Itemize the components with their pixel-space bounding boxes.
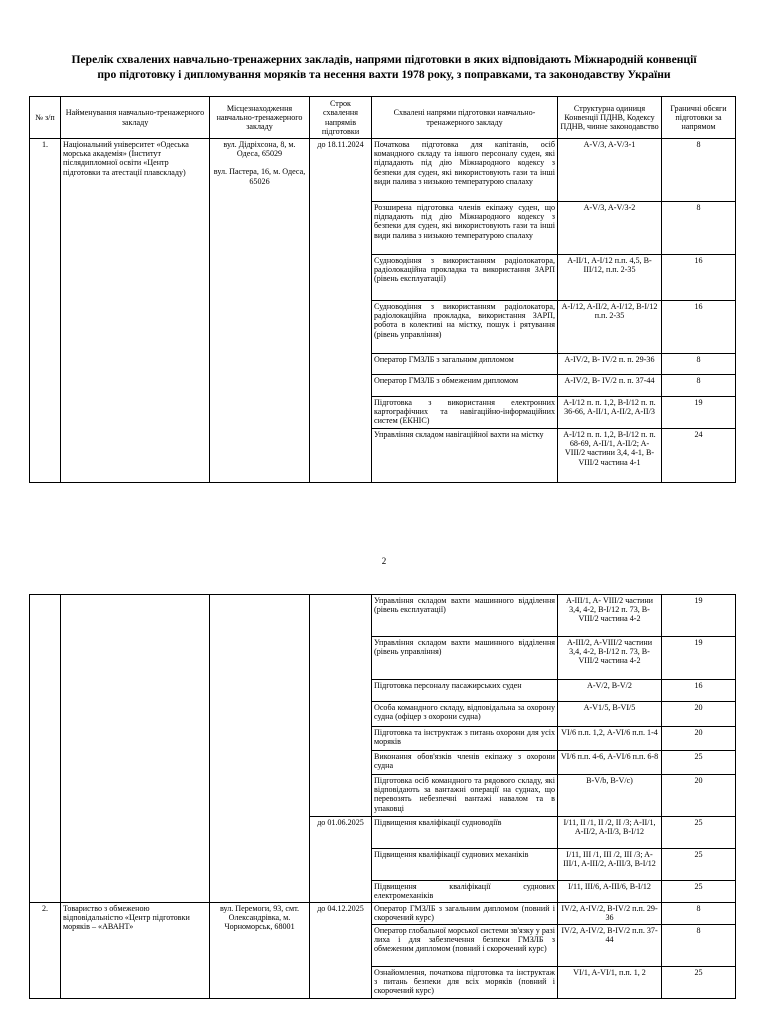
- header-name: Найменування навчально-тренажерного закладу: [61, 97, 210, 139]
- title-line-1: Перелік схвалених навчально-тренажерних закладів, напрями підготовки в яких відповідають Міжнародній конвенції: [71, 53, 697, 66]
- limit: 8: [662, 925, 736, 967]
- convention-unit: A-III/1, A- VIII/2 частини 3,4, 4-2, B-I/12 п. 73, B-VIII/2 частина 4-2: [558, 595, 662, 637]
- direction: Підвищення кваліфікації судноводіїв: [372, 817, 558, 849]
- convention-unit: A-I/12 п. п. 1,2, B-I/12 п. п. 68-69, A-II/1, A-II/2; A- VIII/2 частини 3,4, 4-1, B-VIII/2 частина 4-1: [558, 429, 662, 483]
- header-limit: Граничні обсяги підготовки за напрямом: [662, 97, 736, 139]
- direction: Розширена підготовка членів екіпажу суден, що підпадають під дію Міжнародного кодексу з безпеки для суден, які використовують гази та інші види палива з низькою температурою спалаху: [372, 202, 558, 255]
- direction: Оператор глобальної морської системи зв'язку у разі лиха і для забезпечення безпеки ГМЗЛБ з обмеженим дипломом (повний і скорочений курс): [372, 925, 558, 967]
- header-location: Місцезнаходження навчально-тренажерного закладу: [210, 97, 310, 139]
- convention-unit: A-III/2, A-VIII/2 частини 3,4, 4-2, B-I/12 п. 73, B-VIII/2 частина 4-2: [558, 637, 662, 680]
- inst1-num-cont: [30, 595, 61, 903]
- inst1-term-cont: [310, 595, 372, 817]
- convention-unit: VI/6 п.п. 1,2, A-VI/6 п.п. 1-4: [558, 727, 662, 751]
- direction: Початкова підготовка для капітанів, осіб командного складу та іншого персоналу суден, які підпадають під дію Міжнародного кодексу з безпеки для суден, які використовують гази та інші види палива з низькою температурою спалаху: [372, 139, 558, 202]
- table-row: [30, 595, 736, 637]
- inst2-name: Товариство з обмеженою відповідальністю «Центр підготовки моряків – «АВАНТ»: [61, 903, 210, 999]
- document-title: [20, 52, 748, 82]
- inst1-address-cont: [210, 595, 310, 903]
- limit: 16: [662, 680, 736, 702]
- limit: 16: [662, 255, 736, 301]
- limit: 20: [662, 775, 736, 817]
- direction: Судноводіння з використанням радіолокатора, радіолокаційна прокладка, використання ЗАРП, робота в колективі на містку, пошук і рятування (рівень управління): [372, 301, 558, 354]
- convention-unit: A-IV/2, B- IV/2 п. п. 29-36: [558, 354, 662, 375]
- table-row: [30, 139, 736, 202]
- direction: Підготовка персоналу пасажирських суден: [372, 680, 558, 702]
- inst1-name-cont: [61, 595, 210, 903]
- convention-unit: A-V/2, B-V/2: [558, 680, 662, 702]
- direction: Підготовка та інструктаж з питань охорони для усіх моряків: [372, 727, 558, 751]
- inst2-term: до 04.12.2025: [310, 903, 372, 999]
- limit: 20: [662, 727, 736, 751]
- direction: Управління складом вахти машинного відділення (рівень експлуатації): [372, 595, 558, 637]
- limit: 25: [662, 751, 736, 775]
- direction: Виконання обов'язків членів екіпажу з охорони судна: [372, 751, 558, 775]
- direction: Підвищення кваліфікації суднових електромеханіків: [372, 881, 558, 903]
- direction: Управління складом вахти машинного відділення (рівень управління): [372, 637, 558, 680]
- convention-unit: B-V/b, B-V/c): [558, 775, 662, 817]
- convention-unit: IV/2, A-IV/2, B-IV/2 п.п. 37-44: [558, 925, 662, 967]
- inst2-num: 2.: [30, 903, 61, 999]
- direction: Управління складом навігаційної вахти на містку: [372, 429, 558, 483]
- limit: 25: [662, 967, 736, 999]
- convention-unit: A-V1/5, B-VI/5: [558, 702, 662, 727]
- direction: Підготовка осіб командного та рядового складу, які відповідають за вантажні операції на суднах, що перевозять небезпечні вантажі навалом та в упаковці: [372, 775, 558, 817]
- limit: 25: [662, 817, 736, 849]
- limit: 19: [662, 637, 736, 680]
- inst1-num: 1.: [30, 139, 61, 483]
- direction: Оператор ГМЗЛБ з обмеженим дипломом: [372, 375, 558, 397]
- limit: 8: [662, 903, 736, 925]
- header-term: Строк схвалення напрямів підготовки: [310, 97, 372, 139]
- institutions-table-page-1: [29, 96, 736, 483]
- convention-unit: A-II/1, A-I/12 п.п. 4,5, B-III/12, п.п. 2-35: [558, 255, 662, 301]
- inst1-address: [210, 139, 310, 483]
- inst2-address: вул. Перемоги, 93, смт. Олександрівка, м. Чорноморськ, 68001: [210, 903, 310, 999]
- convention-unit: VI/6 п.п. 4-6, A-VI/6 п.п. 6-8: [558, 751, 662, 775]
- convention-unit: VI/1, A-VI/1, п.п. 1, 2: [558, 967, 662, 999]
- title-line-2: про підготовку і дипломування моряків та несення вахти 1978 року, з поправками, та законодавству України: [97, 68, 671, 81]
- inst1-term: до 18.11.2024: [310, 139, 372, 483]
- convention-unit: A-V/3, A-V/3-1: [558, 139, 662, 202]
- limit: 16: [662, 301, 736, 354]
- header-directions: Схвалені напрями підготовки навчально-тренажерного закладу: [372, 97, 558, 139]
- convention-unit: A-I/12 п. п. 1,2, B-I/12 п. п. 36-66, A-II/1, A-II/2, A-II/3: [558, 397, 662, 429]
- limit: 8: [662, 354, 736, 375]
- limit: 8: [662, 139, 736, 202]
- table-row: [30, 903, 736, 925]
- header-unit: Структурна одиниця Конвенції ПДНВ, Кодексу ПДНВ, чинне законодавство: [558, 97, 662, 139]
- convention-unit: A-IV/2, B- IV/2 п. п. 37-44: [558, 375, 662, 397]
- header-num: № з/п: [30, 97, 61, 139]
- limit: 8: [662, 375, 736, 397]
- direction: Підготовка з використання електронних картографічних та навігаційно-інформаційних систем (ЕКНІС): [372, 397, 558, 429]
- direction: Особа командного складу, відповідальна за охорону судна (офіцер з охорони судна): [372, 702, 558, 727]
- limit: 25: [662, 881, 736, 903]
- table-header-row: [30, 97, 736, 139]
- limit: 25: [662, 849, 736, 881]
- convention-unit: IV/2, A-IV/2, B-IV/2 п.п. 29-36: [558, 903, 662, 925]
- limit: 20: [662, 702, 736, 727]
- direction: Оператор ГМЗЛБ з загальним дипломом (повний і скорочений курс): [372, 903, 558, 925]
- direction: Оператор ГМЗЛБ з загальним дипломом: [372, 354, 558, 375]
- convention-unit: A-I/12, A-II/2, A-I/12, B-I/12 п.п. 2-35: [558, 301, 662, 354]
- inst1-address-2: вул. Пастера, 16, м. Одеса, 65026: [213, 167, 306, 186]
- direction: Ознайомлення, початкова підготовка та інструктаж з питань безпеки для всіх моряків (повний і скорочений курс): [372, 967, 558, 999]
- limit: 24: [662, 429, 736, 483]
- inst1-name: Національний університет «Одеська морська академія» (Інститут післядипломної освіти «Центр підготовки та атестації плавскладу): [61, 139, 210, 483]
- limit: 8: [662, 202, 736, 255]
- convention-unit: I/11, II /1, II /2, II /3; A-II/1, A-II/2, A-II/3, B-I/12: [558, 817, 662, 849]
- limit: 19: [662, 595, 736, 637]
- direction: Підвищення кваліфікації суднових механіків: [372, 849, 558, 881]
- inst1-address-1: вул. Дідріхсона, 8, м. Одеса, 65029: [223, 140, 296, 159]
- institutions-table-page-2: [29, 594, 736, 999]
- page-number: 2: [381, 556, 387, 566]
- direction: Судноводіння з використанням радіолокатора, радіолокаційна прокладка та використання ЗАРП (рівень експлуатації): [372, 255, 558, 301]
- inst1-term-2: до 01.06.2025: [310, 817, 372, 903]
- convention-unit: I/11, III/6, A-III/6, B-I/12: [558, 881, 662, 903]
- limit: 19: [662, 397, 736, 429]
- convention-unit: A-V/3, A-V/3-2: [558, 202, 662, 255]
- convention-unit: I/11, III /1, III /2, III /3; A-III/1, A-III/2, A-III/3, B-I/12: [558, 849, 662, 881]
